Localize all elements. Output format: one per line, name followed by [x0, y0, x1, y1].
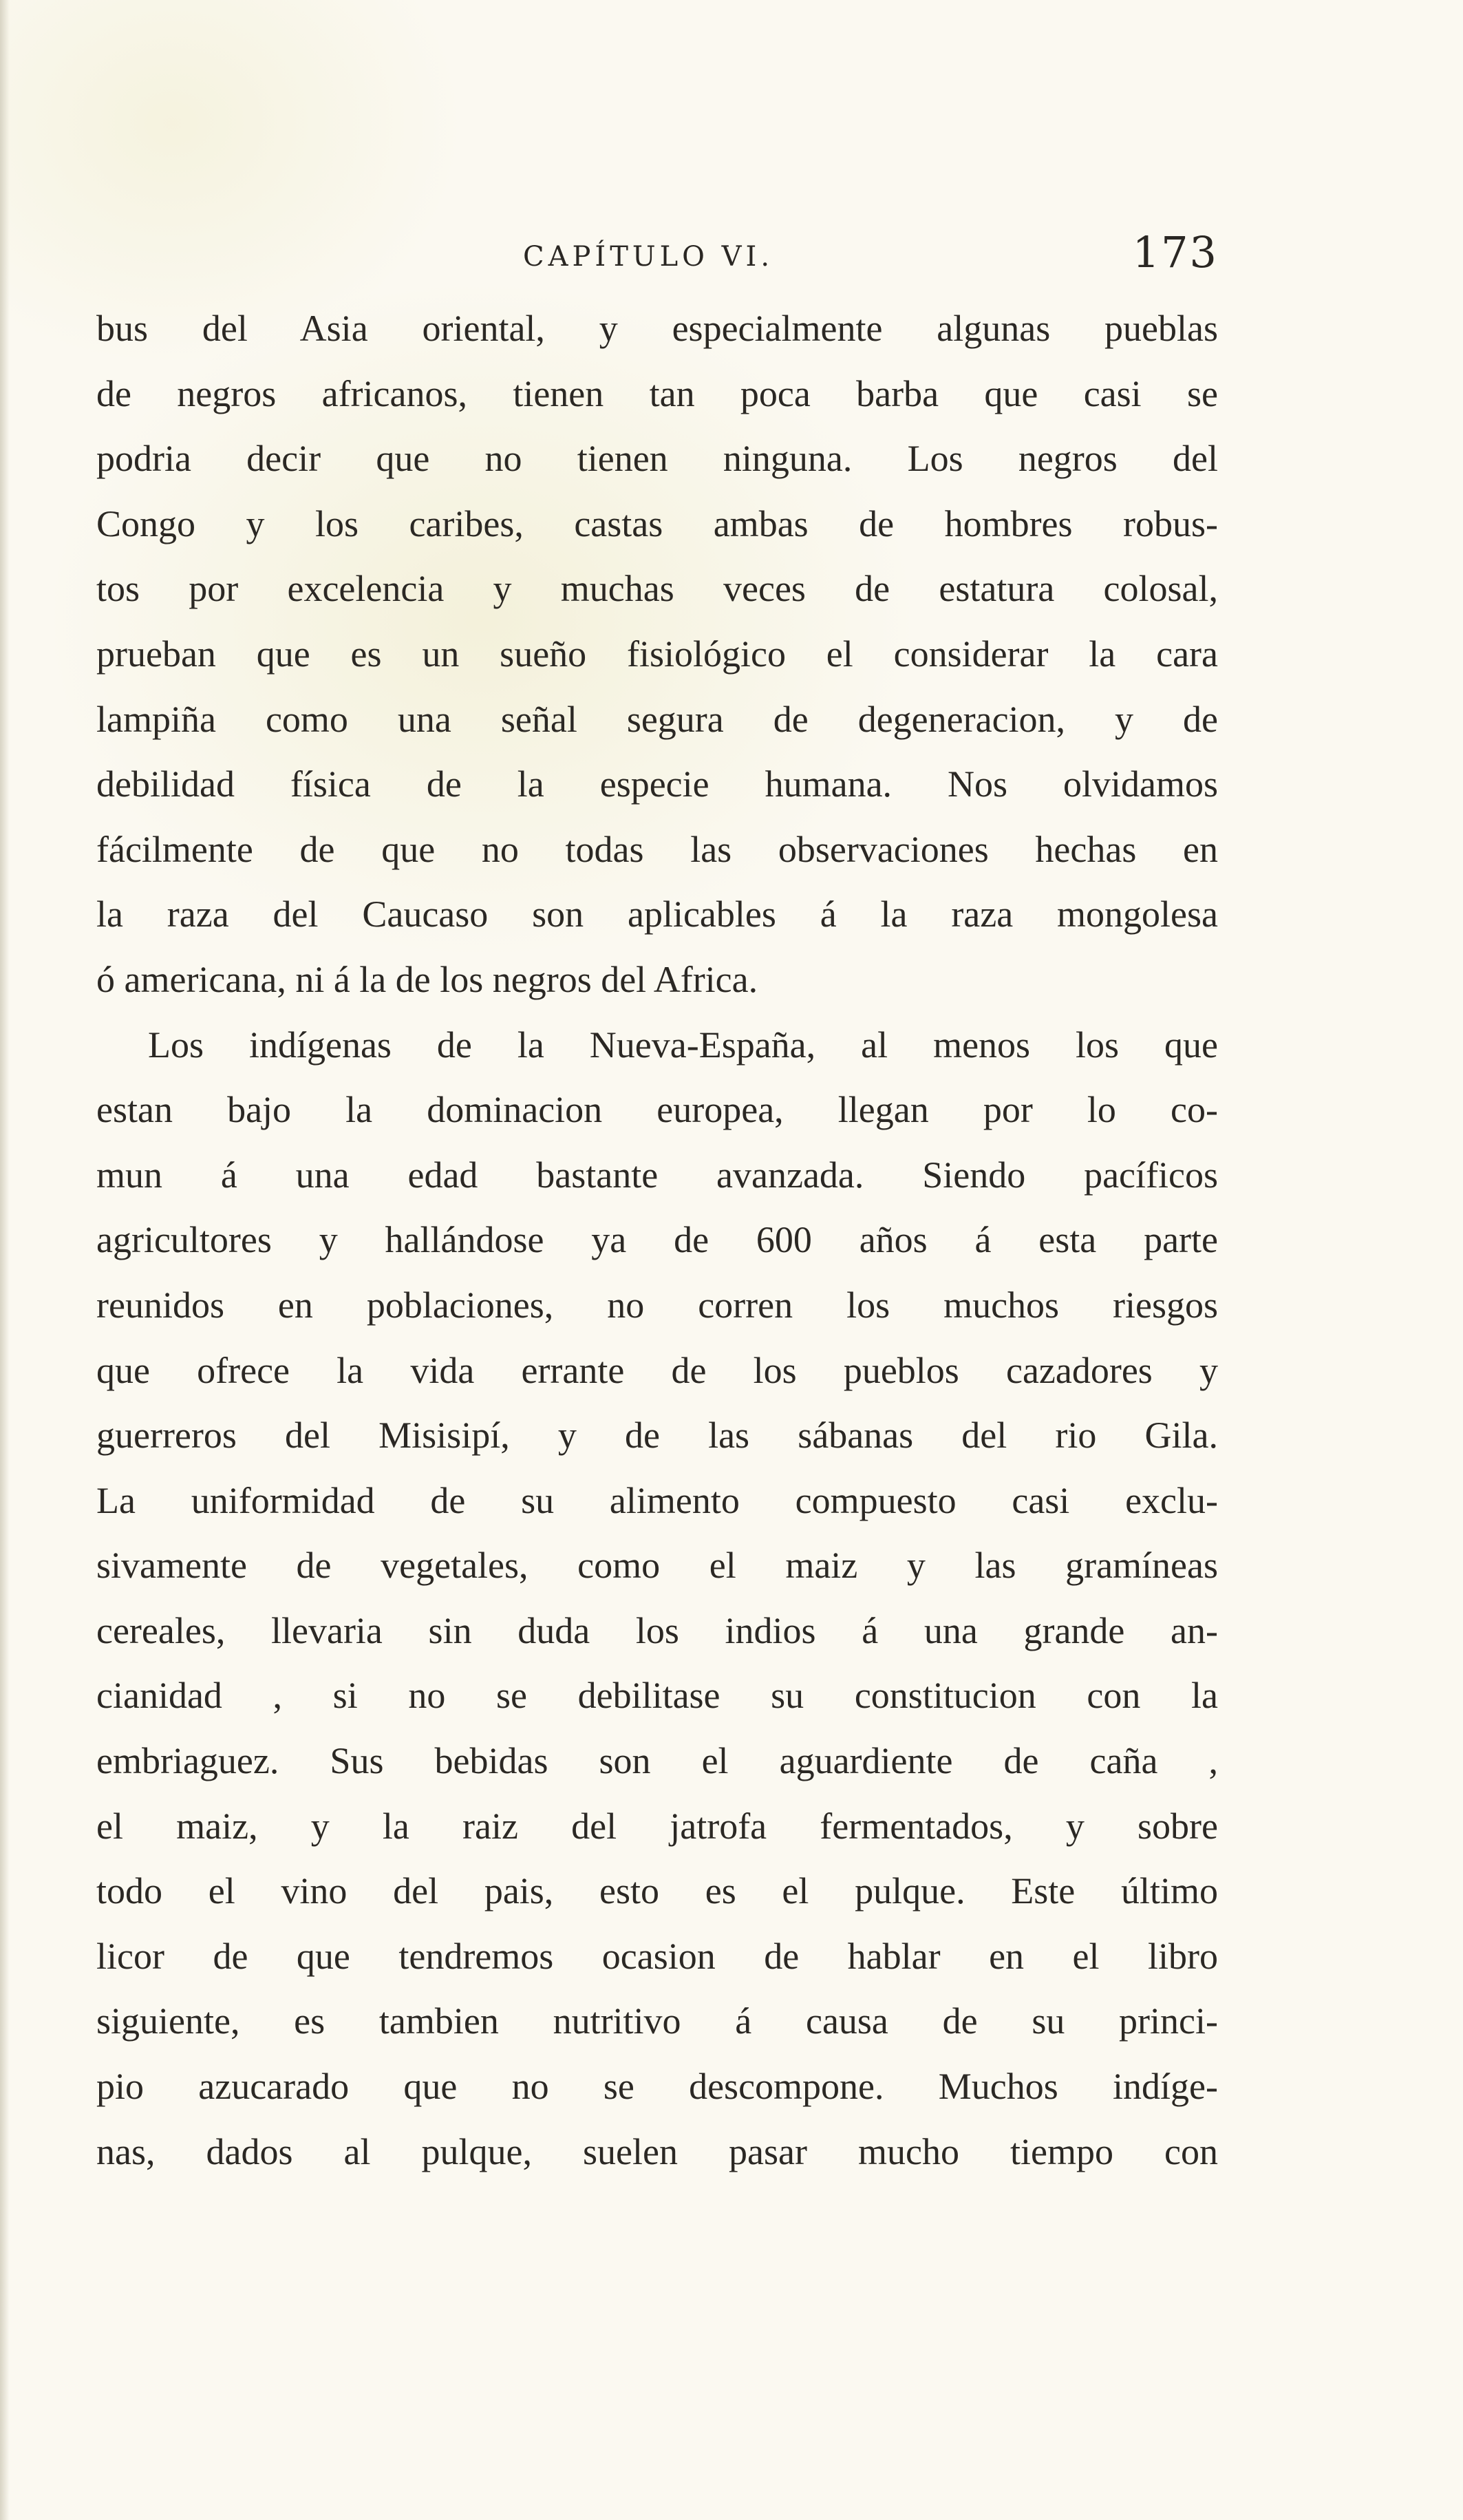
text-line: bus del Asia oriental, y especialmente algunas pueblas [96, 308, 1218, 349]
text-line: tos por excelencia y muchas veces de estatura colosal, [96, 568, 1218, 610]
text-line: ó americana, ni á la de los negros del Africa. [96, 958, 758, 1000]
text-line: La uniformidad de su alimento compuesto casi exclu- [96, 1479, 1218, 1521]
text-line: mun á una edad bastante avanzada. Siendo pacíficos [96, 1154, 1218, 1196]
text-line: nas, dados al pulque, suelen pasar mucho tiempo con [96, 2130, 1218, 2172]
text-line: fácilmente de que no todas las observaciones hechas en [96, 828, 1218, 870]
text-line: licor de que tendremos ocasion de hablar en el libro [96, 1935, 1218, 1977]
text-line: cianidad , si no se debilitase su constitucion con la [96, 1675, 1218, 1717]
text-line: reunidos en poblaciones, no corren los muchos riesgos [96, 1284, 1218, 1326]
text-line: de negros africanos, tienen tan poca barba que casi se [96, 372, 1218, 414]
text-line: siguiente, es tambien nutritivo á causa de su princi- [96, 2000, 1218, 2042]
paragraph-2 [96, 1013, 1218, 2185]
text-line: Los indígenas de la Nueva-España, al menos los que [148, 1024, 1218, 1066]
text-line: estan bajo la dominacion europea, llegan por lo co- [96, 1089, 1218, 1131]
text-line: guerreros del Misisipí, y de las sábanas del rio Gila. [96, 1415, 1218, 1457]
text-line: embriaguez. Sus bebidas son el aguardiente de caña , [96, 1740, 1218, 1782]
text-line: cereales, llevaria sin duda los indios á una grande an- [96, 1609, 1218, 1651]
text-line: lampiña como una señal segura de degeneracion, y de [96, 698, 1218, 740]
text-line: el maiz, y la raiz del jatrofa fermentados, y sobre [96, 1805, 1218, 1847]
text-line: sivamente de vegetales, como el maiz y las gramíneas [96, 1545, 1218, 1587]
page-spine-shadow [0, 0, 10, 2520]
text-line: Congo y los caribes, castas ambas de hombres robus- [96, 502, 1218, 544]
text-line: la raza del Caucaso son aplicables á la raza mongolesa [96, 893, 1218, 935]
text-line: todo el vino del pais, esto es el pulque. Este último [96, 1870, 1218, 1912]
text-line: debilidad física de la especie humana. Nos olvidamos [96, 763, 1218, 805]
page-number: 173 [1132, 227, 1218, 277]
running-head: CAPÍTULO VI. [523, 241, 774, 273]
paragraph-1 [96, 296, 1218, 1013]
text-line: que ofrece la vida errante de los pueblos cazadores y [96, 1349, 1218, 1391]
page-header [96, 227, 1218, 289]
text-line: podria decir que no tienen ninguna. Los negros del [96, 438, 1218, 480]
text-line: prueban que es un sueño fisiológico el considerar la cara [96, 633, 1218, 675]
text-line: pio azucarado que no se descompone. Muchos indíge- [96, 2066, 1218, 2108]
body-text [96, 296, 1218, 2184]
text-line: agricultores y hallándose ya de 600 años á esta parte [96, 1219, 1218, 1261]
